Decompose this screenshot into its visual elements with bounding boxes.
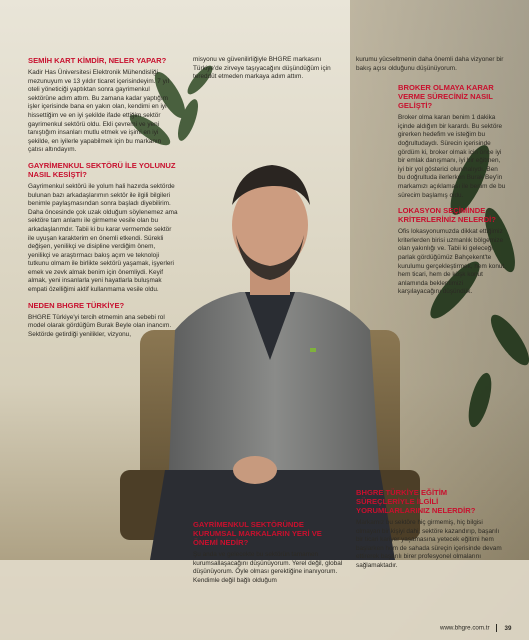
heading-who-is: SEMİH KART KİMDİR, NELER YAPAR? xyxy=(28,56,167,65)
paragraph-why-bhgre: BHGRE Türkiye'yi tercih etmemin ana sebebi rol model olarak gördüğüm Burak Beyle olan inancım. Sektörde getirdiği yenilikler, vizyonu, xyxy=(28,313,172,338)
page-footer xyxy=(440,624,511,632)
heading-why-bhgre: NEDEN BHGRE TÜRKİYE? xyxy=(28,300,125,310)
heading-location: LOKASYON SEÇİMİNDE KRİTERLERİNİZ NELERDİ? xyxy=(398,206,496,225)
footer-divider xyxy=(496,624,497,632)
column-1 xyxy=(28,56,178,536)
paragraph-corporate-brands: Şu anda ve gelecekte bu sektörün tamamen kurumsallaşacağını düşünüyorum. Yerel değil, global düşünüyorum. Öyle olması gerektiğine inanıyorum. Kendimle değil bağlı olduğum xyxy=(193,551,343,584)
heading-broker: BROKER OLMAYA KARAR VERME SÜRECİNİZ NASIL GELİŞTİ? xyxy=(398,83,494,111)
paragraph-location: Ofis lokasyonumuzda dikkat ettiğimiz kriterlerden birisi uzmanlık bölgemize olan yakınlığı ve. Tabii ki geleceği parlak gördüğümüz Bahçekent'te kurulumu gerçekleştirmek, hem konut, hem ticari, hem de köşk konut anlamında beklentimizi karşılayacağını düşündük. xyxy=(398,228,506,296)
paragraph-training: Markamız bu sektöre hiç girmemiş, hiç bilgisi olmayan bir kişiyi dahi, sektöre kazandırıp, başarılı bir ticari kariyer yaşamasına yetecek eğitimi hem başlarken hem de sahada süreçin içerisinde devam ettirerek başarılı birer profesyonel olmalarını sağlamaktadır. xyxy=(356,519,502,569)
paragraph-path: Gayrimenkul sektörü ile yolum hali hazırda sektörde bulunan bazı arkadaşlarımın sektör ile ilgili bilgileri benimle paylaşmasından sonra başladı diyebilirim. Daha öncesinde çok uzak olduğum söylenemez ama sektöre tam anlamı ile girmeme vesile olan bu arkadaşlarımdır. Tabii ki bu karar vermemde sektör ile uyuşan karakterim en önemli etkendi. Sürekli değişen, yenilikçi ve disipline verdiğim önem, yenilikçi ve araştırmacı bakış açım ve teknoloji tutkunu olmam ile birlikte sektörü yaşamak, işyerleri emek ve zevk almak benim için önemliydi. Keyif almak, yeni insanlarla yeni hayatlarla buluşmak empati özelliğimi aktif kullanmama vesile oldu. xyxy=(28,182,178,294)
heading-training: BHGRE TÜRKİYE EĞİTİM SÜREÇLERİYLE İLGİLİ YORUMLARLARINIZ NELERDİR? xyxy=(356,488,476,515)
heading-corporate-brands: GAYRİMENKUL SEKTÖRÜNDE KURUMSAL MARKALARIN YERİ VE ÖNEMİ NEDİR? xyxy=(193,520,322,547)
column-3-bottom xyxy=(356,488,506,608)
heading-path: GAYRİMENKUL SEKTÖRÜ İLE YOLUNUZ NASIL KESİŞTİ? xyxy=(28,160,176,179)
paragraph-broker: Broker olma kararı benim 1 dakika içinde aldığım bir karardı. Bu sektöre girerken hedefim ve isteğim bu doğrultudaydı. Sürecin içerisinde gördüm ki, broker olmak için önce iyi bir emlak danışmanı, iyi bir eğitmen, iyi bir yol gösterici olunmalıydı. Ben bu doğrultuda ilerlerken Burak Bey'in markamızı açıklaması ile benim de bu sürecim başlamış oldu. xyxy=(398,114,506,199)
footer-url[interactable]: www.bhgre.com.tr xyxy=(440,624,490,632)
paragraph-vision: kurumu yücseltmenin daha önemli daha vizyoner bir bakış açısı olduğunu düşünüyorum. xyxy=(356,56,504,72)
column-2-top xyxy=(193,56,343,96)
paragraph-intro: Kadir Has Üniversitesi Elektronik Mühendisliği mezunuyum ve 13 yıldır ticaret içerisindeyim. 7 yıl oteli yöneticiği yaptıktan sonra gayrimenkul sektörüne adım attım. Bu zamana kadar yaptığım işler içerisinde bana en yakın olan, kendimi en iyi hissettiğim ve en iyi şekilde ifade ettiğim sektör gayrimenkul sektörü oldu. Ekli çevremi ve yeni tanıştığım insanları mutlu etmek ve işimi en iyi şekilde, en iyilerle yapabilmek için bu markanın çatısı altındayım. xyxy=(28,69,169,154)
page-number: 39 xyxy=(504,624,512,632)
paragraph-mission: misyonu ve güvenilirliğiyle BHGRE markasını Türkiye'de zirveye taşıyacağını düşündüğüm için tereddüt etmeden markaya adım attım. xyxy=(193,56,331,81)
column-2-bottom xyxy=(193,520,343,620)
